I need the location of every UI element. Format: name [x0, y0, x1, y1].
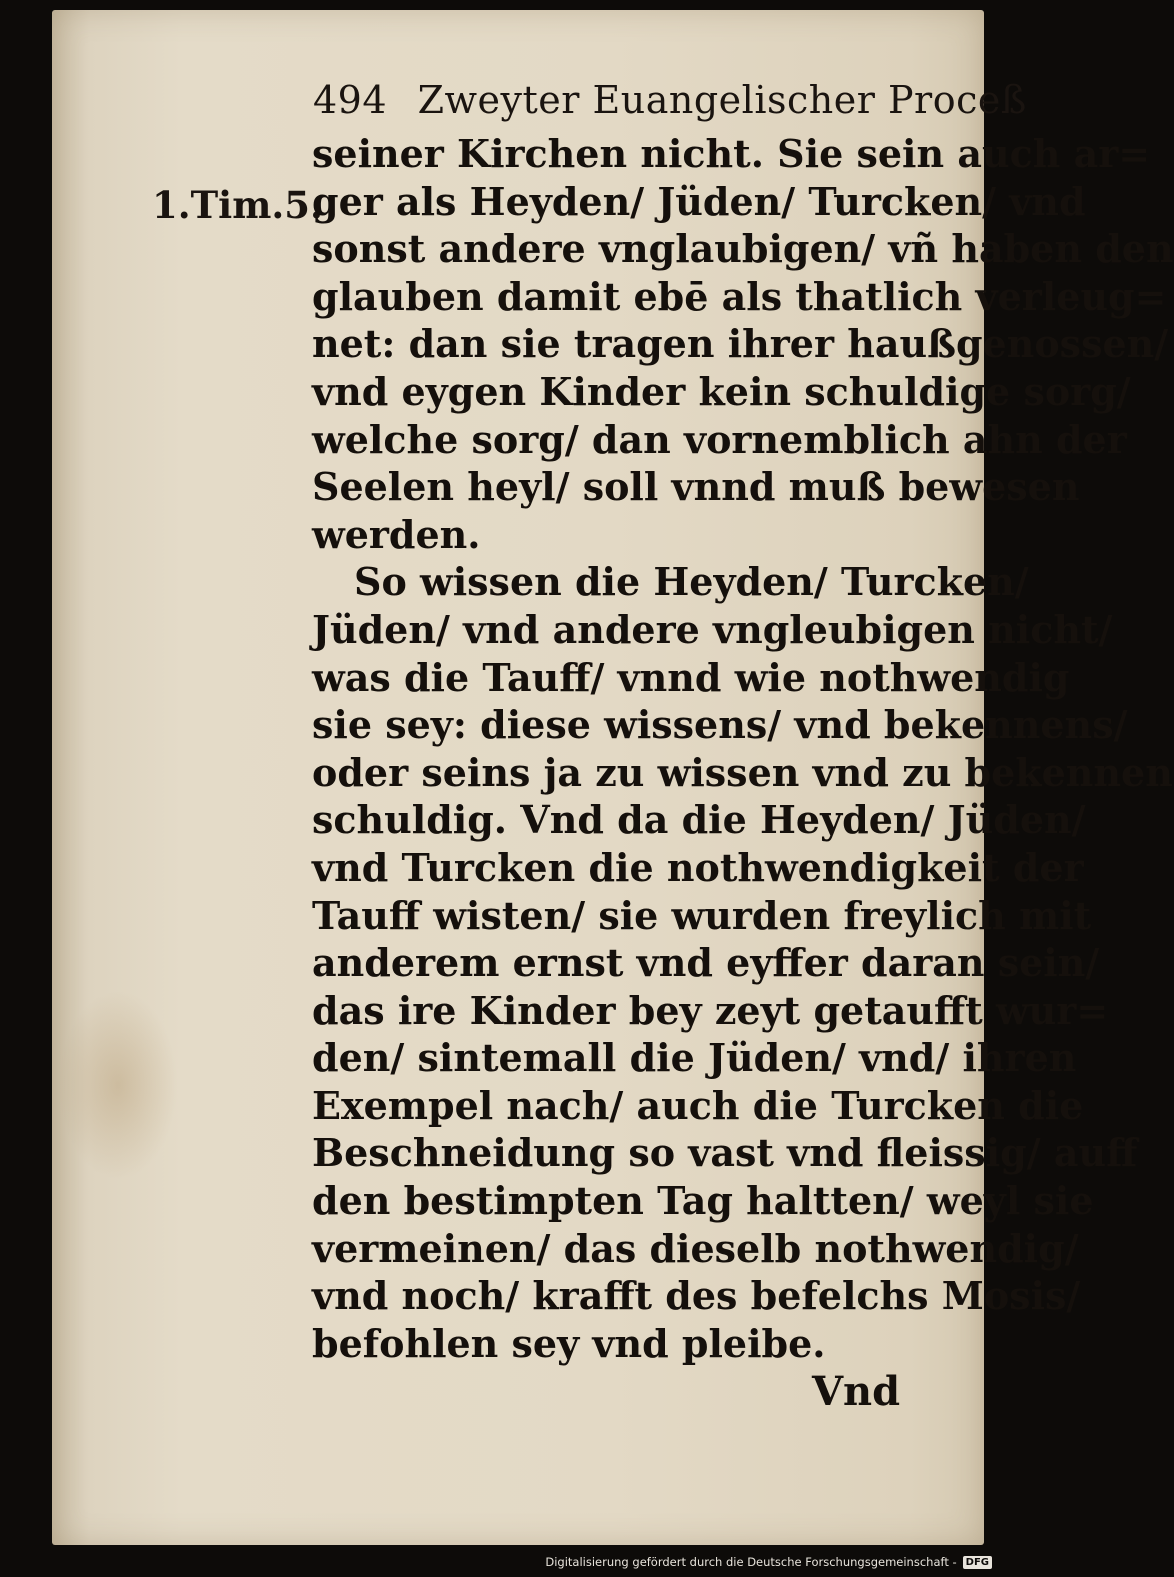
text-line: anderem ernst vnd eyffer daran sein/ [312, 940, 1100, 986]
text-line: vnd Turcken die nothwendigkeit der [312, 844, 1084, 890]
text-line: Beschneidung so vast vnd fleissig/ auff [312, 1130, 1138, 1176]
text-line: seiner Kirchen nicht. Sie sein auch ar= [312, 131, 1151, 176]
text-line: sonst andere vnglaubigen/ vñ haben den [312, 226, 1174, 272]
text-line: glauben damit ebē als thatlich verleug= [312, 273, 1167, 319]
text-line: Exempel nach/ auch die Turcken die [312, 1082, 1084, 1128]
credit-text: Digitalisierung gefördert durch die Deutsche Forschungsgemeinschaft - [545, 1555, 957, 1569]
text-line: schuldig. Vnd da die Heyden/ Jüden/ [312, 797, 1086, 843]
text-line: vnd eygen Kinder kein schuldige sorg/ [312, 368, 1131, 414]
text-line: werden. [312, 511, 481, 557]
text-line: Seelen heyl/ soll vnnd muß bewesen [312, 464, 1080, 510]
text-line: Jüden/ vnd andere vngleubigen nicht/ [312, 606, 1113, 652]
text-line: Tauff wisten/ sie wurden freylich mit [312, 892, 1092, 938]
digitization-credit [545, 1551, 992, 1573]
catchword: Vnd [812, 1368, 901, 1415]
text-line: vnd noch/ krafft des befelchs Mosis/ [312, 1273, 1081, 1319]
text-line: den bestimpten Tag haltten/ weyl sie [312, 1178, 1094, 1224]
text-line: vermeinen/ das dieselb nothwendig/ [312, 1225, 1079, 1271]
page-number: 494 [313, 78, 388, 122]
text-line: oder seins ja zu wissen vnd zu bekennen [312, 749, 1173, 795]
dfg-logo: DFG [963, 1556, 992, 1569]
text-line: sie sey: diese wissens/ vnd bekennens/ [312, 702, 1128, 748]
text-line: So wissen die Heyden/ Turcken/ [354, 559, 1029, 605]
text-line: den/ sintemall die Jüden/ vnd/ ihren [312, 1035, 1077, 1081]
page-header [313, 78, 1027, 122]
text-line: ger als Heyden/ Jüden/ Turcken/ vnd [312, 178, 1086, 224]
water-stain [58, 990, 178, 1180]
text-line: das ire Kinder bey zeyt getaufft wur= [312, 987, 1109, 1033]
text-line: befohlen sey vnd pleibe. [312, 1320, 826, 1366]
text-line: was die Tauff/ vnnd wie nothwendig [312, 654, 1070, 700]
margin-reference: 1.Tim.5. [152, 183, 323, 227]
text-line: welche sorg/ dan vornemblich ahn der [312, 416, 1127, 462]
body-text [312, 130, 1174, 1367]
text-line: net: dan sie tragen ihrer haußgenossen/ [312, 321, 1169, 367]
running-title: Zweyter Euangelischer Proceß [417, 78, 1027, 122]
